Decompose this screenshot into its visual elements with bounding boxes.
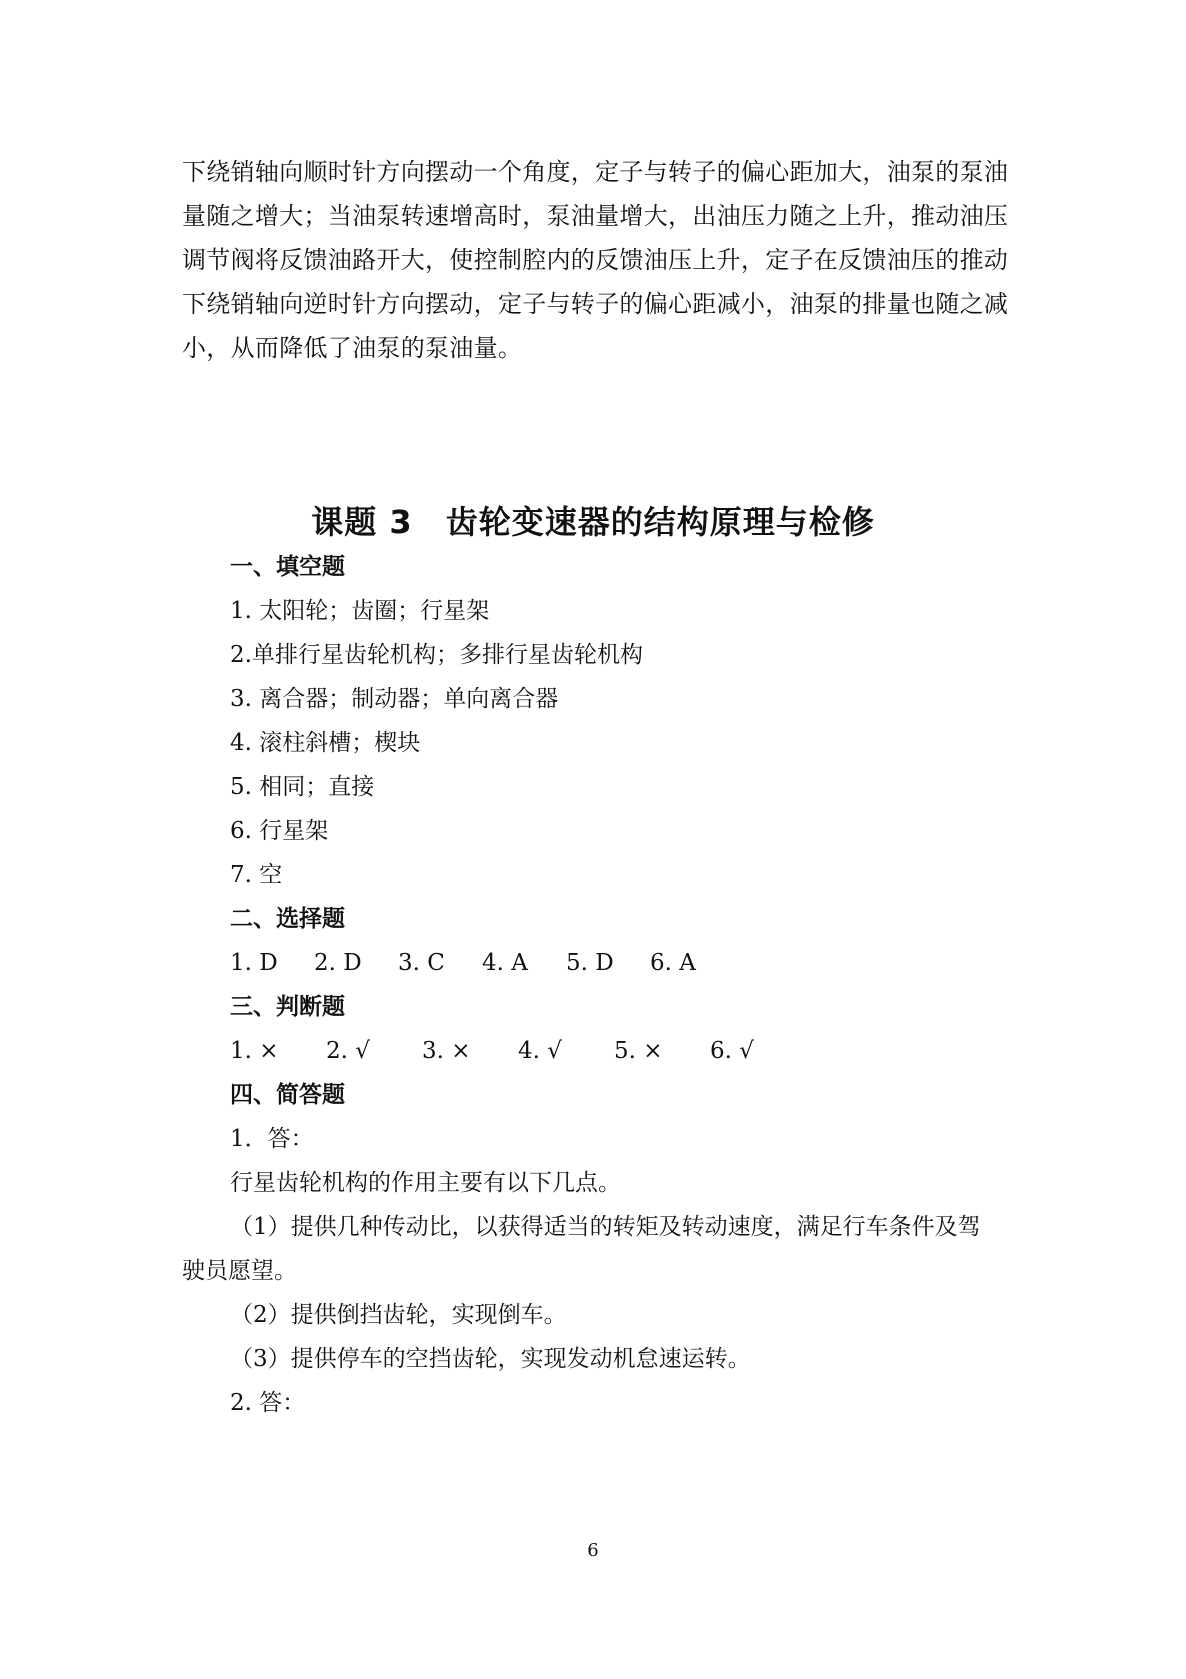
choice-answer: 6. A bbox=[650, 950, 696, 976]
choice-answer: 5. D bbox=[566, 950, 614, 976]
choice-answer: 3. C bbox=[398, 950, 445, 976]
fill-blank-answer: 3. 离合器；制动器；单向离合器 bbox=[230, 686, 559, 712]
question-1-point-1-continued: 驶员愿望。 bbox=[182, 1258, 297, 1284]
choice-answer: 4. A bbox=[482, 950, 528, 976]
choice-answer: 1. D bbox=[230, 950, 278, 976]
judgement-answer: 3. × bbox=[422, 1038, 471, 1064]
section-heading-true-false: 三、判断题 bbox=[230, 994, 345, 1020]
question-1-point-2: （2）提供倒挡齿轮，实现倒车。 bbox=[230, 1302, 567, 1328]
paragraph-line: 调节阀将反馈油路开大，使控制腔内的反馈油压上升，定子在反馈油压的推动 bbox=[182, 246, 1009, 274]
section-heading-multiple-choice: 二、选择题 bbox=[230, 906, 345, 932]
fill-blank-answer: 4. 滚柱斜槽；楔块 bbox=[230, 730, 421, 756]
question-2-label: 2. 答： bbox=[230, 1390, 306, 1416]
paragraph-line: 量随之增大；当油泵转速增高时，泵油量增大，出油压力随之上升，推动油压 bbox=[182, 202, 1009, 230]
question-1-point-1: （1）提供几种传动比，以获得适当的转矩及转动速度，满足行车条件及驾 bbox=[230, 1214, 981, 1240]
judgement-answer: 1. × bbox=[230, 1038, 279, 1064]
choice-answer: 2. D bbox=[314, 950, 362, 976]
true-false-answers bbox=[230, 1029, 1020, 1073]
judgement-answer: 6. √ bbox=[710, 1038, 754, 1064]
multiple-choice-answers bbox=[230, 941, 1020, 985]
paragraph-line: 下绕销轴向逆时针方向摆动，定子与转子的偏心距减小，油泵的排量也随之减 bbox=[182, 290, 1009, 318]
judgement-answer: 2. √ bbox=[326, 1038, 370, 1064]
section-heading-fill-blank: 一、填空题 bbox=[230, 554, 345, 580]
fill-blank-answer: 1. 太阳轮；齿圈；行星架 bbox=[230, 598, 490, 624]
paragraph-line: 下绕销轴向顺时针方向摆动一个角度，定子与转子的偏心距加大，油泵的泵油 bbox=[182, 158, 1009, 186]
continuation-paragraph bbox=[182, 150, 1018, 370]
answer-content bbox=[182, 545, 1020, 1425]
paragraph-line: 小，从而降低了油泵的泵油量。 bbox=[182, 334, 523, 362]
question-1-intro: 行星齿轮机构的作用主要有以下几点。 bbox=[230, 1170, 621, 1196]
lesson-title: 课题 3 齿轮变速器的结构原理与检修 bbox=[311, 503, 875, 541]
fill-blank-answer: 2.单排行星齿轮机构；多排行星齿轮机构 bbox=[230, 642, 643, 668]
page-number: 6 bbox=[587, 1540, 599, 1561]
question-1-label: 1．答： bbox=[230, 1126, 314, 1152]
fill-blank-answer: 7. 空 bbox=[230, 862, 283, 888]
section-heading-short-answer: 四、简答题 bbox=[230, 1082, 345, 1108]
judgement-answer: 5. × bbox=[614, 1038, 663, 1064]
fill-blank-answer: 6. 行星架 bbox=[230, 818, 329, 844]
fill-blank-answer: 5. 相同；直接 bbox=[230, 774, 375, 800]
question-1-point-3: （3）提供停车的空挡齿轮，实现发动机怠速运转。 bbox=[230, 1346, 751, 1372]
judgement-answer: 4. √ bbox=[518, 1038, 562, 1064]
